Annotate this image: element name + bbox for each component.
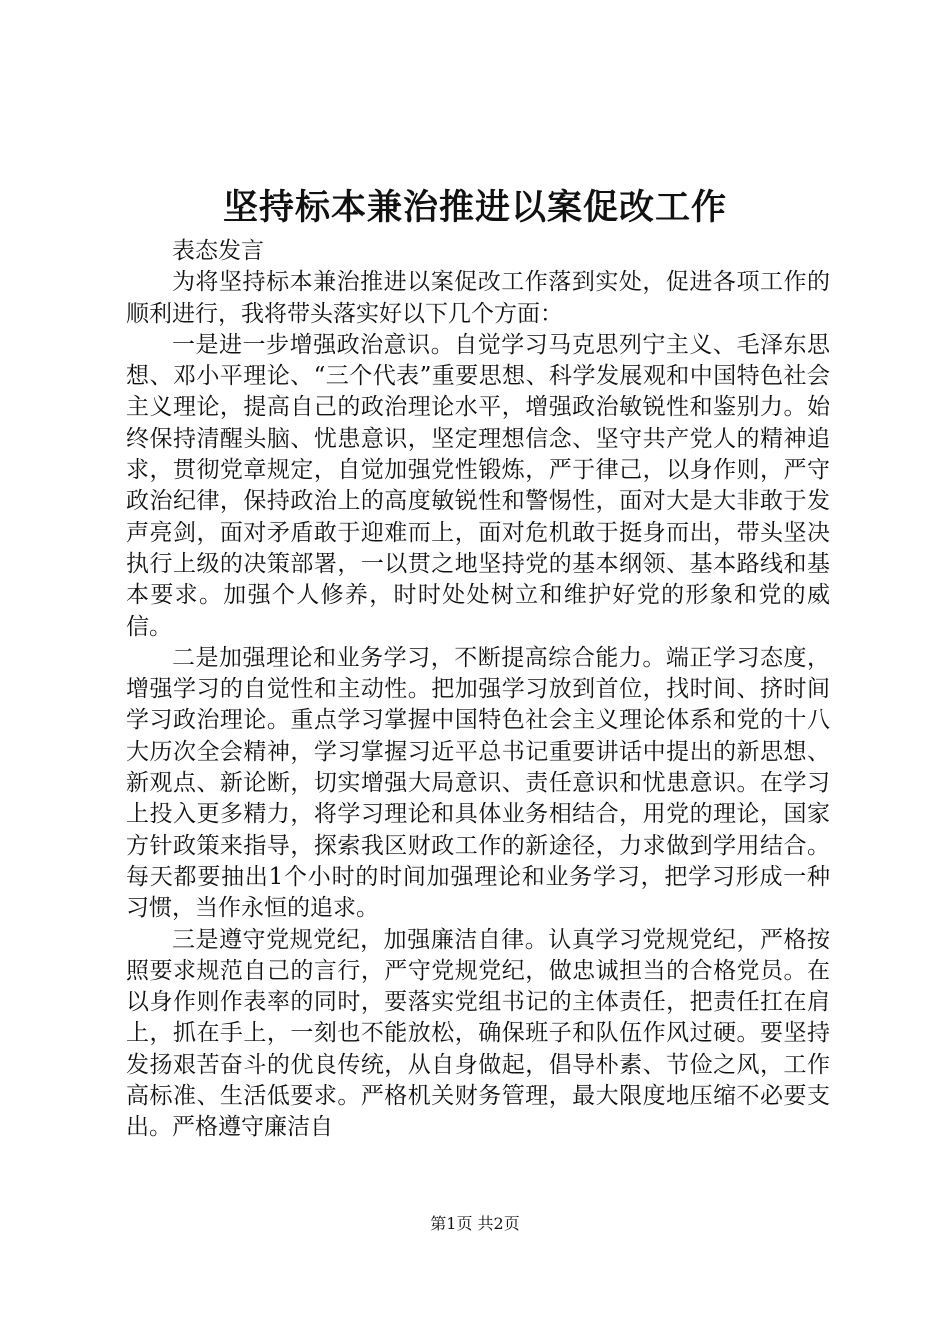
document-body [126, 236, 830, 1144]
subtitle-paragraph: 表态发言 [172, 238, 264, 264]
theory-study-paragraph: 二是加强理论和业务学习，不断提高综合能力。端正学习态度，增强学习的自觉性和主动性。把加强学习放到首位，找时间、挤时间学习政治理论。重点学习掌握中国特色社会主义理论体系和党的十八大历次全会精神，学习掌握习近平总书记重要讲话中提出的新思想、新观点、新论断，切实增强大局意识、责任意识和忧患意识。在学习上投入更多精力，将学习理论和具体业务相结合，用党的理论，国家方针政策来指导，探索我区财政工作的新途径，力求做到学用结合。每天都要抽出1个小时的时间加强理论和业务学习，把学习形成一种习惯，当作永恒的追求。 [126, 644, 830, 922]
intro-paragraph: 为将坚持标本兼治推进以案促改工作落到实处，促进各项工作的顺利进行，我将带头落实好以下几个方面： [126, 269, 830, 327]
document-title: 坚持标本兼治推进以案促改工作 [222, 187, 727, 228]
political-awareness-paragraph: 一是进一步增强政治意识。自觉学习马克思列宁主义、毛泽东思想、邓小平理论、“三个代表”重要思想、科学发展观和中国特色社会主义理论，提高自己的政治理论水平，增强政治敏锐性和鉴别力。始终保持清醒头脑、忧患意识，坚定理想信念、坚守共产党人的精神追求，贯彻党章规定，自觉加强党性锻炼，严于律己，以身作则，严守政治纪律，保持政治上的高度敏锐性和警惕性，面对大是大非敢于发声亮剑，面对矛盾敢于迎难而上，面对危机敢于挺身而出，带头坚决执行上级的决策部署，一以贯之地坚持党的基本纲领、基本路线和基本要求。加强个人修养，时时处处树立和维护好党的形象和党的威信。 [126, 331, 830, 640]
page-footer: 第1页 共2页 [430, 1214, 520, 1233]
discipline-paragraph: 三是遵守党规党纪，加强廉洁自律。认真学习党规党纪，严格按照要求规范自己的言行，严守党规党纪，做忠诚担当的合格党员。在以身作则作表率的同时，要落实党组书记的主体责任，把责任扛在肩上，抓在手上，一刻也不能放松，确保班子和队伍作风过硬。要坚持发扬艰苦奋斗的优良传统，从自身做起，倡导朴素、节俭之风，工作高标准、生活低要求。严格机关财务管理，最大限度地压缩不必要支出。严格遵守廉洁自 [126, 926, 830, 1141]
